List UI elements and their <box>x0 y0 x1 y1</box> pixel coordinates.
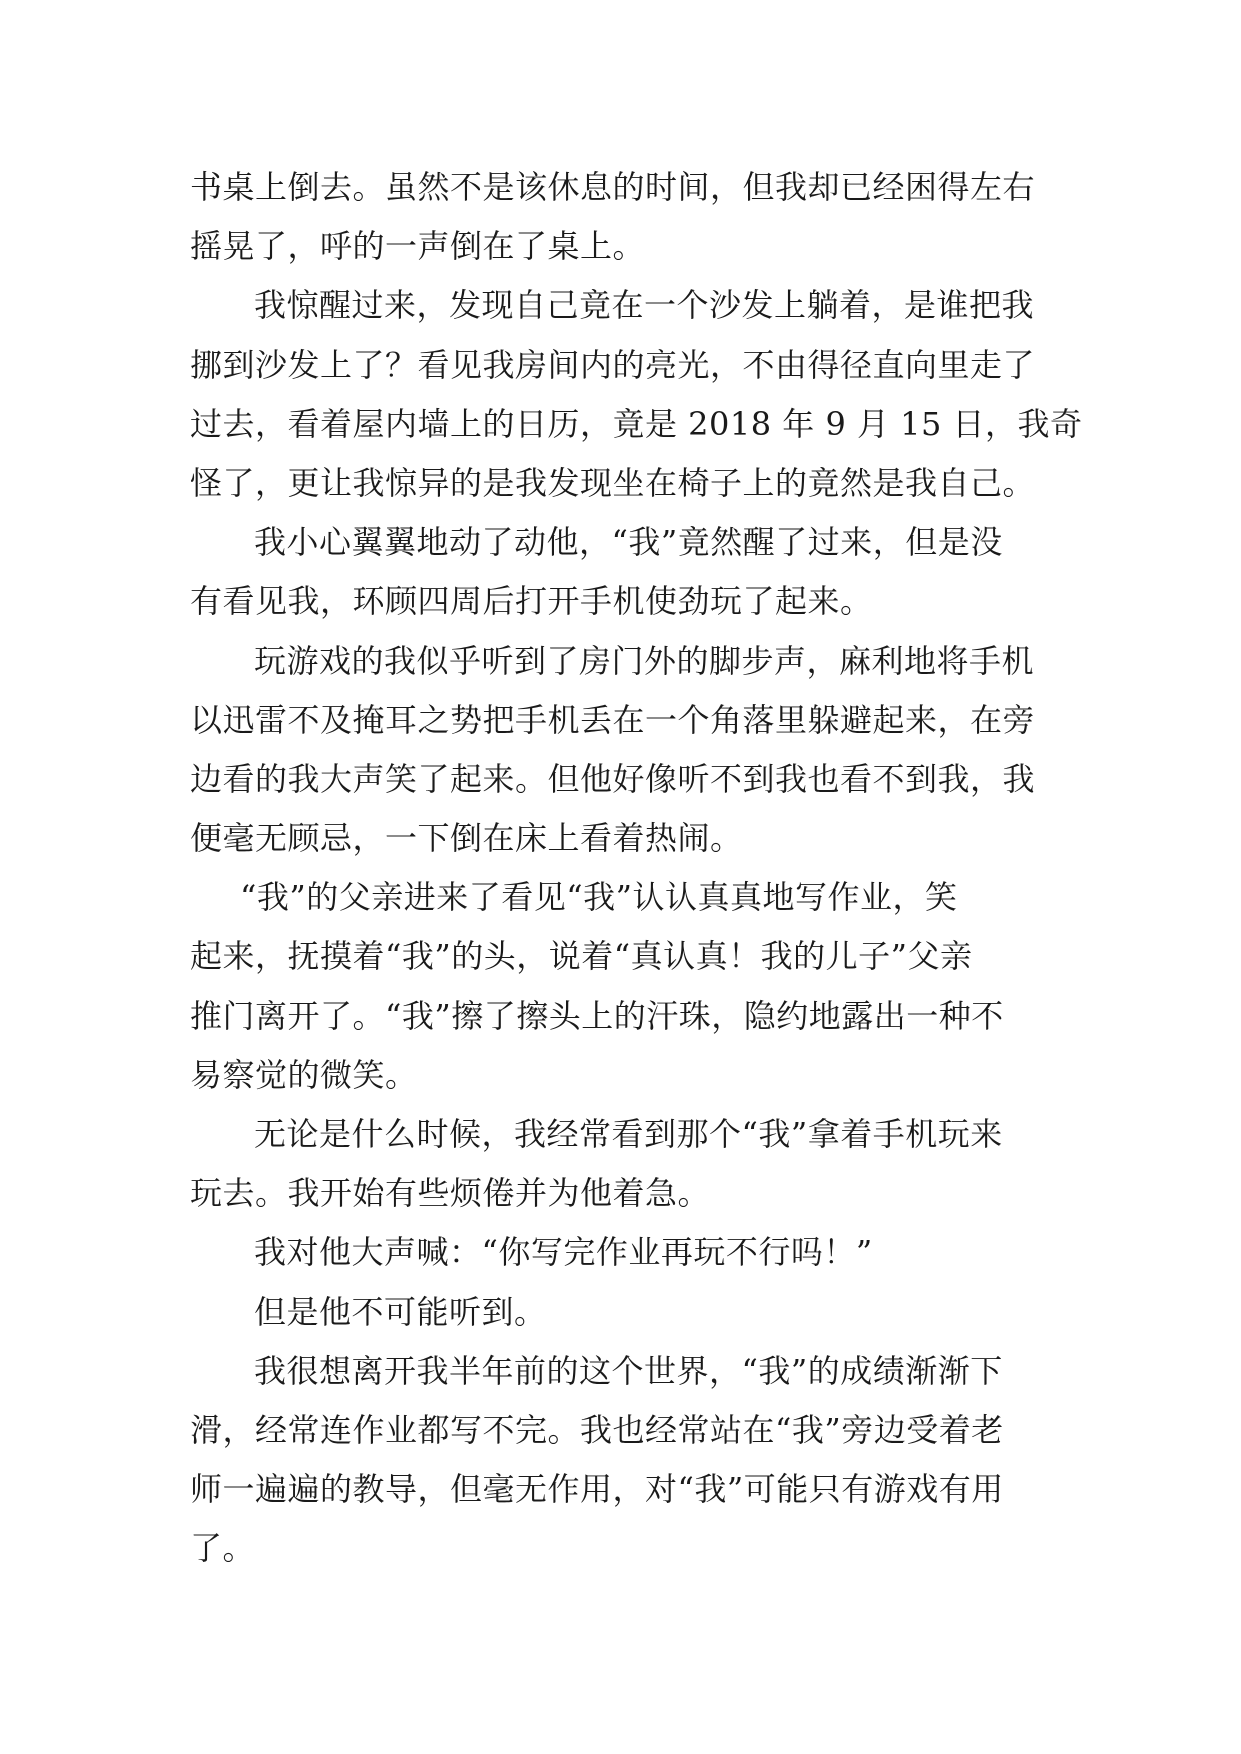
text-line: 了。 <box>190 1529 256 1568</box>
paragraph-first-line: 我很想离开我半年前的这个世界，“我”的成绩渐渐下 <box>254 1351 1003 1390</box>
paragraph-first-line: 我小心翼翼地动了动他，“我”竟然醒了过来，但是没 <box>254 523 1003 562</box>
paragraph-first-line: 玩游戏的我似乎听到了房门外的脚步声，麻利地将手机 <box>254 641 1035 680</box>
text-line: 推门离开了。“我”擦了擦头上的汗珠，隐约地露出一种不 <box>190 996 1004 1035</box>
text-line: 摇晃了，呼的一声倒在了桌上。 <box>190 227 646 266</box>
text-line: 易察觉的微笑。 <box>190 1055 418 1094</box>
text-line: 滑，经常连作业都写不完。我也经常站在“我”旁边受着老 <box>190 1410 1004 1449</box>
text-line: 玩去。我开始有些烦倦并为他着急。 <box>190 1174 711 1213</box>
text-line: 怪了，更让我惊异的是我发现坐在椅子上的竟然是我自己。 <box>190 463 1036 502</box>
paragraph-first-line: 但是他不可能听到。 <box>254 1292 547 1331</box>
paragraph-first-line: 无论是什么时候，我经常看到那个“我”拿着手机玩来 <box>254 1115 1003 1153</box>
text-line: 便毫无顾忌，一下倒在床上看着热闹。 <box>190 819 743 858</box>
text-line: 挪到沙发上了？看见我房间内的亮光，不由得径直向里走了 <box>190 345 1036 384</box>
text-line: 书桌上倒去。虽然不是该休息的时间，但我却已经困得左右 <box>190 168 1036 206</box>
text-line: 起来，抚摸着“我”的头，说着“真认真！我的儿子”父亲 <box>190 937 973 976</box>
text-line: 以迅雷不及掩耳之势把手机丢在一个角落里躲避起来，在旁 <box>190 700 1036 739</box>
text-line: 过去，看着屋内墙上的日历，竟是 2018 年 9 月 15 日，我奇 <box>190 404 1083 443</box>
text-line: 有看见我，环顾四周后打开手机使劲玩了起来。 <box>190 582 873 621</box>
paragraph-first-line: 我对他大声喊：“你写完作业再玩不行吗！” <box>254 1233 873 1272</box>
document-body <box>190 158 1083 1579</box>
paragraph-first-line: 我惊醒过来，发现自己竟在一个沙发上躺着，是谁把我 <box>254 286 1035 325</box>
paragraph-first-line: “我”的父亲进来了看见“我”认认真真地写作业，笑 <box>240 878 958 917</box>
text-line: 边看的我大声笑了起来。但他好像听不到我也看不到我，我 <box>190 759 1036 798</box>
text-line: 师一遍遍的教导，但毫无作用，对“我”可能只有游戏有用 <box>190 1470 1004 1509</box>
